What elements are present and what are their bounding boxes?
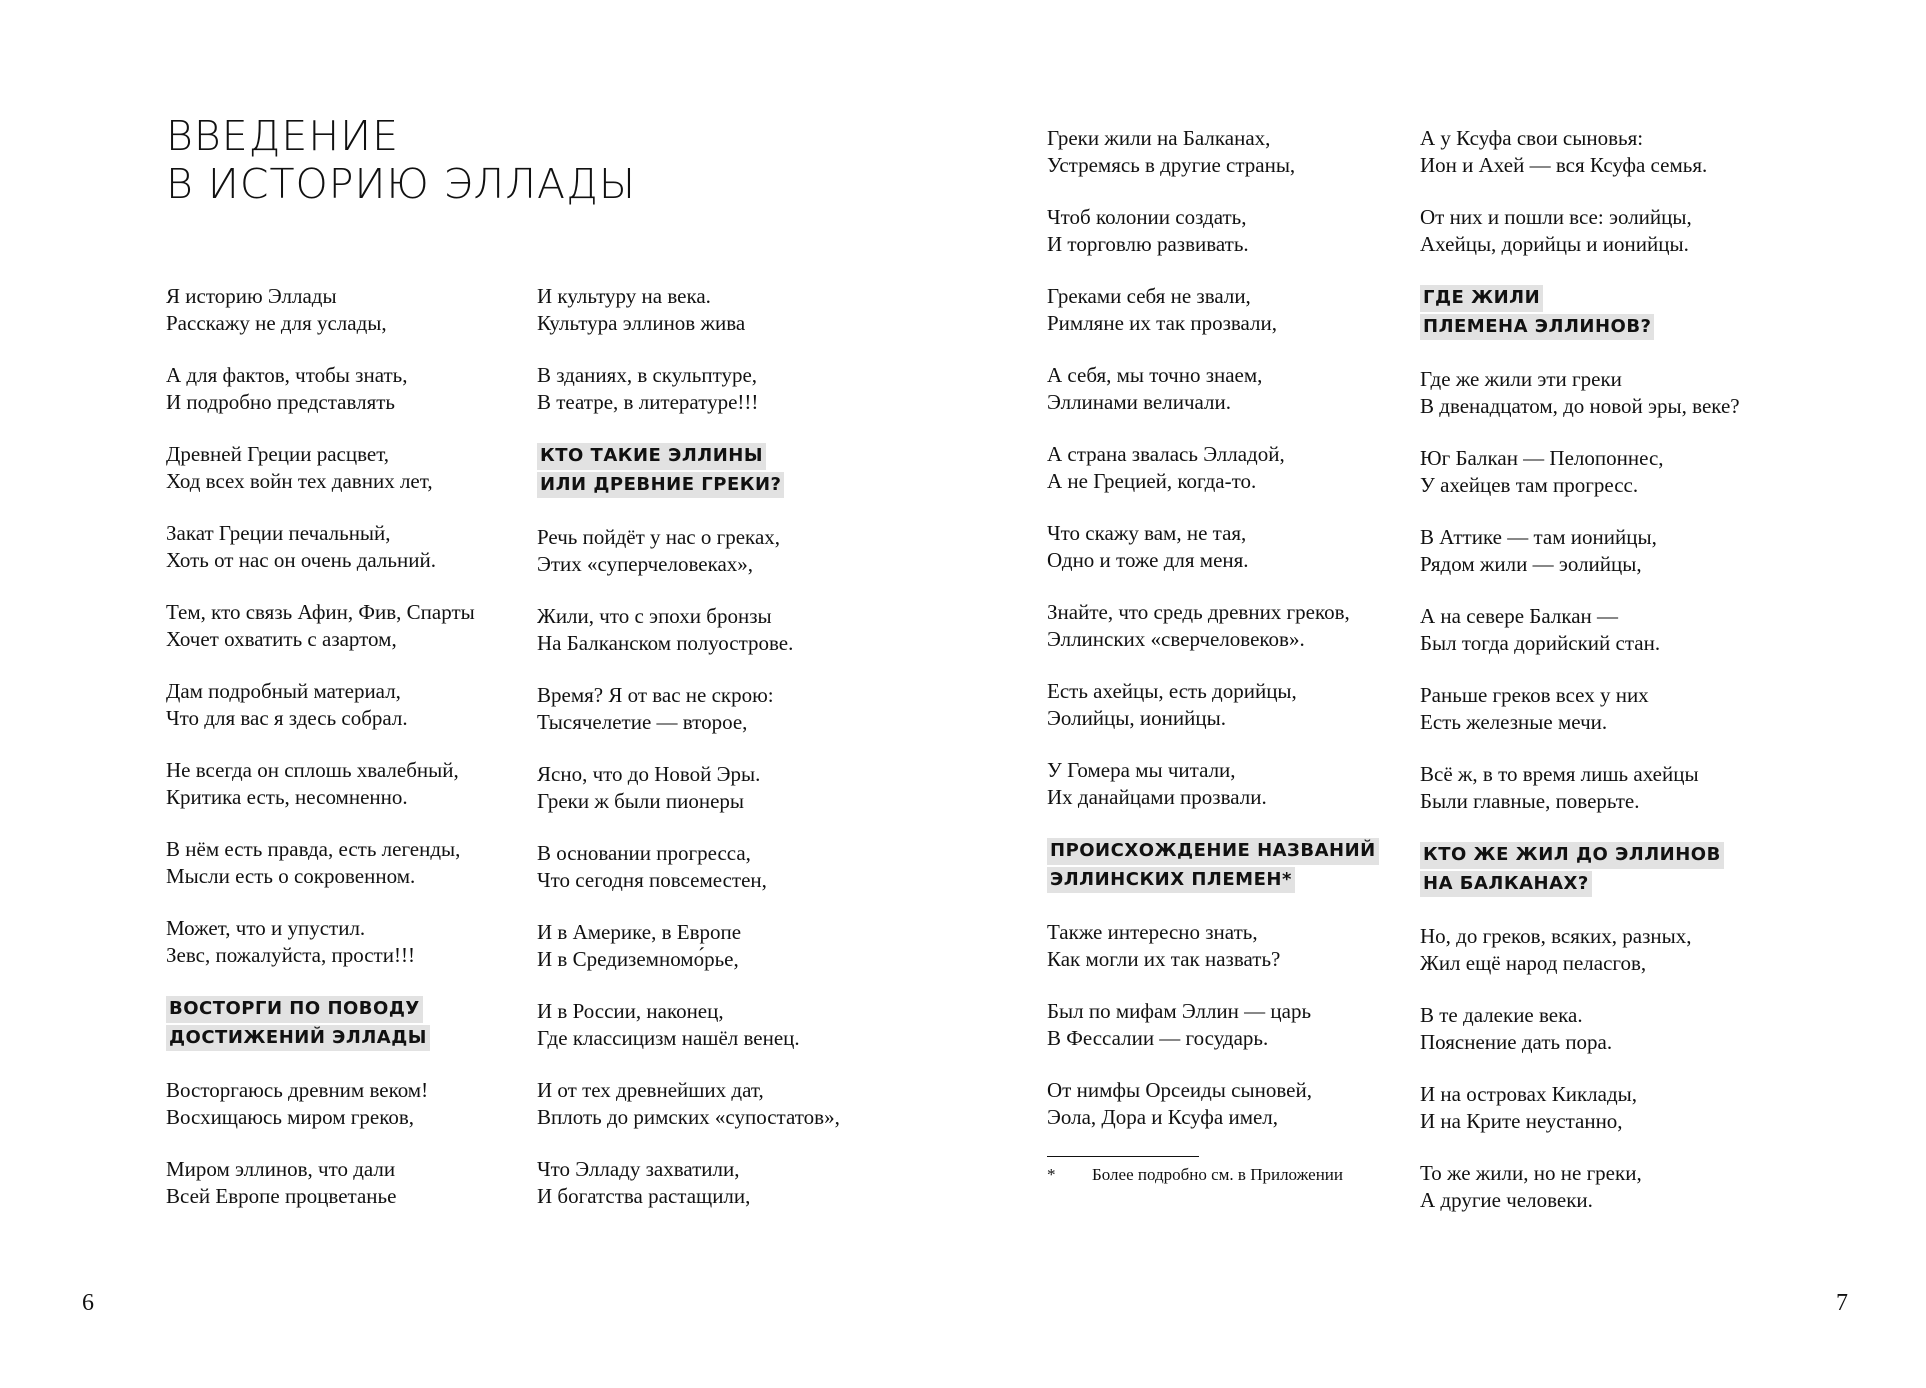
poem-column-4: [1420, 125, 1800, 1239]
heading-line: [1420, 283, 1800, 312]
footnote-rule: [1047, 1156, 1199, 1157]
verse-line: Не всегда он сплошь хвалебный,: [166, 758, 459, 782]
verse-line: В те далекие века.: [1420, 1003, 1583, 1027]
page-title: [166, 112, 636, 208]
stanza: [166, 836, 516, 889]
verse-line: В Аттике — там ионийцы,: [1420, 525, 1657, 549]
page-number-left: 6: [82, 1290, 94, 1316]
stanza: [1047, 757, 1397, 810]
section-heading: [1420, 840, 1800, 897]
verse-line: Одно и тоже для меня.: [1047, 547, 1249, 572]
verse-line: Этих «суперчеловеках»,: [537, 551, 754, 576]
verse-line: Закат Греции печальный,: [166, 521, 391, 545]
verse-line: Ахейцы, дорийцы и ионийцы.: [1420, 231, 1689, 256]
verse-line: Знайте, что средь древних греков,: [1047, 600, 1350, 624]
verse-line: Чтоб колонии создать,: [1047, 205, 1247, 229]
verse-line: И на Крите неустанно,: [1420, 1108, 1623, 1133]
verse-line: В Фессалии — государь.: [1047, 1025, 1269, 1050]
poem-column-2: [537, 283, 887, 1235]
verse-line: И от тех древнейших дат,: [537, 1078, 764, 1102]
stanza: [1047, 599, 1397, 652]
section-heading: [1420, 283, 1800, 340]
verse-line: Их данайцами прозвали.: [1047, 784, 1267, 809]
verse-line: Есть ахейцы, есть дорийцы,: [1047, 679, 1297, 703]
footnote: [1047, 1163, 1397, 1187]
verse-line: Как могли их так назвать?: [1047, 946, 1281, 971]
stanza: [1047, 678, 1397, 731]
verse-line: Что для вас я здесь собрал.: [166, 705, 408, 730]
verse-line: Были главные, поверьте.: [1420, 788, 1640, 813]
verse-line: Хочет охватить с азартом,: [166, 626, 397, 651]
verse-line: И на островах Киклады,: [1420, 1082, 1638, 1106]
title-line-2: В ИСТОРИЮ ЭЛЛАДЫ: [166, 160, 637, 208]
stanza: [1047, 362, 1397, 415]
stanza: [1047, 919, 1397, 972]
verse-line: Миром эллинов, что дали: [166, 1157, 396, 1181]
stanza: [1047, 283, 1397, 336]
stanza: [1047, 204, 1397, 257]
stanza: [1420, 1081, 1800, 1134]
stanza: [1420, 445, 1800, 498]
section-heading: [537, 441, 887, 498]
stanza: [1420, 1002, 1800, 1055]
verse-line: Расскажу не для услады,: [166, 310, 387, 335]
verse-line: Восхищаюсь миром греков,: [166, 1104, 415, 1129]
stanza: [166, 599, 516, 652]
poem-column-3: [1047, 125, 1397, 1187]
verse-line: Также интересно знать,: [1047, 920, 1258, 944]
verse-line: Зевс, пожалуйста, прости!!!: [166, 942, 415, 967]
verse-line: Греки жили на Балканах,: [1047, 126, 1271, 150]
verse-line: Мысли есть о сокровенном.: [166, 863, 416, 888]
verse-line: На Балканском полуострове.: [537, 630, 794, 655]
stanza: [1047, 441, 1397, 494]
heading-highlight: ПЛЕМЕНА ЭЛЛИНОВ?: [1420, 314, 1654, 341]
stanza: [537, 524, 887, 577]
heading-highlight: КТО ТАКИЕ ЭЛЛИНЫ: [537, 443, 766, 470]
heading-highlight: ДОСТИЖЕНИЙ ЭЛЛАДЫ: [166, 1025, 430, 1052]
verse-line: У ахейцев там прогресс.: [1420, 472, 1639, 497]
verse-line: Где же жили эти греки: [1420, 367, 1622, 391]
verse-line: У Гомера мы читали,: [1047, 758, 1236, 782]
heading-line: [537, 470, 887, 499]
stanza: [1420, 204, 1800, 257]
verse-line: Эллинами величали.: [1047, 389, 1231, 414]
verse-line: В зданиях, в скульптуре,: [537, 363, 758, 387]
verse-line: Что сегодня повсеместен,: [537, 867, 767, 892]
verse-line: Критика есть, несомненно.: [166, 784, 408, 809]
stanza: [537, 919, 887, 972]
verse-line: А другие человеки.: [1420, 1187, 1593, 1212]
stanza: [166, 1156, 516, 1209]
heading-highlight: ПРОИСХОЖДЕНИЕ НАЗВАНИЙ: [1047, 838, 1379, 865]
stanza: [1420, 1160, 1800, 1213]
verse-line: В нём есть правда, есть легенды,: [166, 837, 461, 861]
verse-line: Ион и Ахей — вся Ксуфа семья.: [1420, 152, 1708, 177]
stanza: [1420, 366, 1800, 419]
verse-line: И богатства растащили,: [537, 1183, 751, 1208]
stanza: [166, 757, 516, 810]
heading-line: [537, 441, 887, 470]
title-line-1: ВВЕДЕНИЕ: [166, 112, 400, 160]
verse-line: И торговлю развивать.: [1047, 231, 1249, 256]
heading-highlight: ВОСТОРГИ ПО ПОВОДУ: [166, 996, 423, 1023]
heading-highlight: НА БАЛКАНАХ?: [1420, 871, 1592, 898]
stanza: [1420, 603, 1800, 656]
verse-line: Дам подробный материал,: [166, 679, 401, 703]
stanza: [1047, 125, 1397, 178]
verse-line: Ясно, что до Новой Эры.: [537, 762, 761, 786]
verse-line: Был по мифам Эллин — царь: [1047, 999, 1312, 1023]
verse-line: От них и пошли все: эолийцы,: [1420, 205, 1692, 229]
verse-line: Эола, Дора и Ксуфа имел,: [1047, 1104, 1279, 1129]
verse-line: Эолийцы, ионийцы.: [1047, 705, 1226, 730]
heading-highlight: ЭЛЛИНСКИХ ПЛЕМЕН*: [1047, 867, 1295, 894]
verse-line: Но, до греков, всяких, разных,: [1420, 924, 1692, 948]
stanza: [1047, 998, 1397, 1051]
stanza: [166, 520, 516, 573]
heading-line: [166, 1023, 516, 1052]
verse-line: Всё ж, в то время лишь ахейцы: [1420, 762, 1699, 786]
verse-line: Рядом жили — эолийцы,: [1420, 551, 1642, 576]
verse-line: Жили, что с эпохи бронзы: [537, 604, 772, 628]
heading-line: [1047, 836, 1397, 865]
verse-line: Тысячелетие — второе,: [537, 709, 748, 734]
stanza: [537, 283, 887, 336]
stanza: [1420, 923, 1800, 976]
verse-line: Раньше греков всех у них: [1420, 683, 1649, 707]
stanza: [537, 1156, 887, 1209]
verse-line: В театре, в литературе!!!: [537, 389, 759, 414]
stanza: [166, 362, 516, 415]
verse-line: Речь пойдёт у нас о греках,: [537, 525, 781, 549]
verse-line: И в Америке, в Европе: [537, 920, 742, 944]
verse-line: Эллинских «сверчеловеков».: [1047, 626, 1305, 651]
verse-line: В двенадцатом, до новой эры, веке?: [1420, 393, 1740, 418]
verse-line: Жил ещё народ пеласгов,: [1420, 950, 1647, 975]
verse-line: Древней Греции расцвет,: [166, 442, 390, 466]
verse-line: Пояснение дать пора.: [1420, 1029, 1613, 1054]
verse-line: А страна звалась Элладой,: [1047, 442, 1285, 466]
stanza: [537, 998, 887, 1051]
stanza: [1420, 524, 1800, 577]
verse-line: А у Ксуфа свои сыновья:: [1420, 126, 1644, 150]
stanza: [537, 362, 887, 415]
verse-line: И культуру на века.: [537, 284, 711, 308]
heading-highlight: ГДЕ ЖИЛИ: [1420, 285, 1543, 312]
footnote-marker: *: [1047, 1165, 1056, 1184]
stanza: [1047, 1077, 1397, 1130]
verse-line: А на севере Балкан —: [1420, 604, 1619, 628]
verse-line: Всей Европе процветанье: [166, 1183, 397, 1208]
verse-line: Греки ж были пионеры: [537, 788, 744, 813]
stanza: [166, 915, 516, 968]
verse-line: Юг Балкан — Пелопоннес,: [1420, 446, 1664, 470]
stanza: [166, 678, 516, 731]
stanza: [537, 761, 887, 814]
verse-line: Устремясь в другие страны,: [1047, 152, 1296, 177]
heading-line: [1420, 312, 1800, 341]
heading-line: [166, 994, 516, 1023]
verse-line: Ход всех войн тех давних лет,: [166, 468, 433, 493]
verse-line: Время? Я от вас не скрою:: [537, 683, 774, 707]
stanza: [537, 682, 887, 735]
verse-line: Культура эллинов жива: [537, 310, 746, 335]
verse-line: Может, что и упустил.: [166, 916, 366, 940]
stanza: [166, 441, 516, 494]
heading-highlight: КТО ЖЕ ЖИЛ ДО ЭЛЛИНОВ: [1420, 842, 1724, 869]
verse-line: Хоть от нас он очень дальний.: [166, 547, 436, 572]
verse-line: А не Грецией, когда-то.: [1047, 468, 1257, 493]
page-number-right: 7: [1836, 1290, 1848, 1316]
heading-line: [1047, 865, 1397, 894]
verse-line: Что скажу вам, не тая,: [1047, 521, 1247, 545]
verse-line: И в России, наконец,: [537, 999, 724, 1023]
verse-line: Тем, кто связь Афин, Фив, Спарты: [166, 600, 475, 624]
verse-line: То же жили, но не греки,: [1420, 1161, 1642, 1185]
verse-line: А для фактов, чтобы знать,: [166, 363, 408, 387]
verse-line: Был тогда дорийский стан.: [1420, 630, 1661, 655]
verse-line: Греками себя не звали,: [1047, 284, 1251, 308]
stanza: [537, 840, 887, 893]
section-heading: [1047, 836, 1397, 893]
heading-highlight: ИЛИ ДРЕВНИЕ ГРЕКИ?: [537, 472, 784, 499]
verse-line: В основании прогресса,: [537, 841, 751, 865]
footnote-text: Более подробно см. в Приложении: [1092, 1165, 1343, 1184]
heading-line: [1420, 869, 1800, 898]
stanza: [1420, 761, 1800, 814]
verse-line: Вплоть до римских «супостатов»,: [537, 1104, 840, 1129]
stanza: [1047, 520, 1397, 573]
verse-line: А себя, мы точно знаем,: [1047, 363, 1263, 387]
verse-line: Где классицизм нашёл венец.: [537, 1025, 800, 1050]
section-heading: [166, 994, 516, 1051]
verse-line: Что Элладу захватили,: [537, 1157, 740, 1181]
verse-line: Восторгаюсь древним веком!: [166, 1078, 429, 1102]
stanza: [1420, 682, 1800, 735]
stanza: [1420, 125, 1800, 178]
verse-line: Римляне их так прозвали,: [1047, 310, 1277, 335]
verse-line: И подробно представлять: [166, 389, 395, 414]
stanza: [537, 1077, 887, 1130]
stanza: [166, 283, 516, 336]
poem-column-1: [166, 283, 516, 1235]
stanza: [537, 603, 887, 656]
verse-line: Я историю Эллады: [166, 284, 337, 308]
verse-line: От нимфы Орсеиды сыновей,: [1047, 1078, 1312, 1102]
heading-line: [1420, 840, 1800, 869]
verse-line: Есть железные мечи.: [1420, 709, 1608, 734]
stanza: [166, 1077, 516, 1130]
verse-line: И в Средиземномо́рье,: [537, 946, 739, 971]
